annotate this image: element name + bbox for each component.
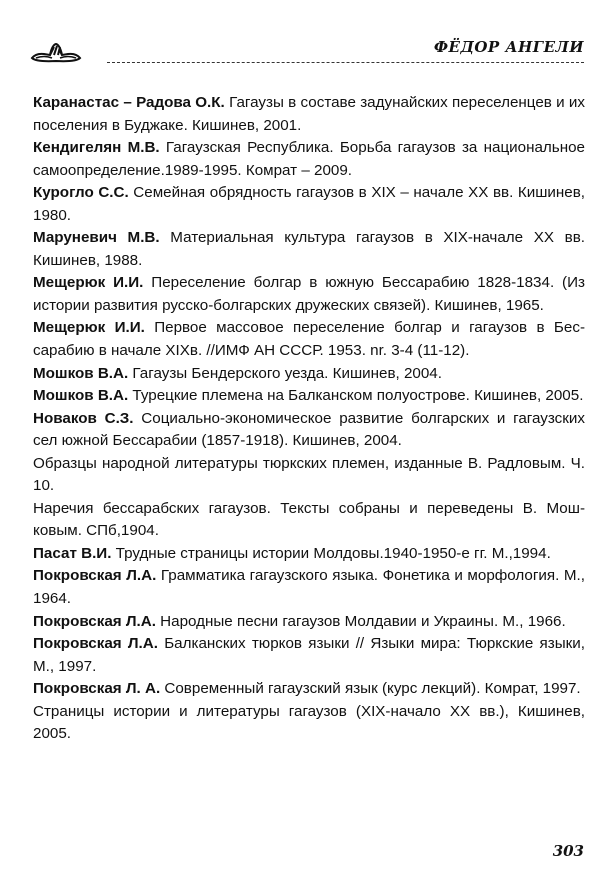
entry-text: Образцы народной литературы тюркских племен, изданные В. Радловым. Ч. 10.	[33, 454, 585, 495]
header-rule	[107, 62, 584, 63]
entry-author: Пасат В.И.	[33, 544, 112, 562]
entry-text: Гагаузы в составе задунайских переселенцев и их поселения в Буджаке. Кишинев, 2001.	[33, 94, 586, 134]
bibliography-entry	[33, 678, 585, 701]
entry-text: Балканских тюрков языки // Языки мира: Тюркские языки, М., 1997.	[33, 635, 585, 675]
entry-text: Гагаузская Республика. Борьба гагаузов за национальное самоопределение.1989-1995. Комрат – 2009.	[33, 139, 585, 179]
bibliography-entry	[33, 227, 585, 272]
bibliography-entry	[33, 408, 585, 453]
bibliography-entry	[33, 565, 585, 610]
bibliography-list	[33, 92, 585, 746]
entry-author: Мошков В.А.	[33, 387, 129, 405]
entry-text: Социально-экономическое развитие болгарских и гагаузских сел южной Бессарабии (1857-1918). Кишинев, 2004.	[33, 409, 585, 450]
entry-text: Народные песни гагаузов Молдавии и Украины. М., 1966.	[155, 612, 566, 630]
entry-author: Мошков В.А.	[33, 364, 129, 382]
bibliography-entry	[33, 633, 585, 678]
entry-author: Покровская Л. А.	[33, 680, 161, 698]
entry-author: Новаков С.З.	[33, 409, 134, 427]
entry-author: Покровская Л.А.	[33, 635, 158, 653]
bibliography-entry	[33, 317, 585, 362]
entry-author: Мещерюк И.И.	[33, 274, 144, 292]
entry-author: Маруневич М.В.	[33, 229, 160, 247]
entry-text: Гагаузы Бендерского уезда. Кишинев, 2004.	[128, 364, 442, 382]
entry-author: Покровская Л.А.	[33, 612, 156, 630]
entry-author: Курогло С.С.	[33, 184, 129, 202]
entry-text: Наречия бессарабских гагаузов. Тексты собраны и переведены В. Мошковым. СПб,1904.	[33, 499, 585, 540]
bibliography-entry	[33, 611, 585, 634]
page-number: 303	[552, 842, 584, 860]
entry-text: Первое массовое переселение болгар и гагаузов в Бессарабию в начале XIXв. //ИМФ АН СССР. 1953. nr. 3-4 (11-12).	[33, 319, 585, 360]
bibliography-entry	[33, 498, 585, 543]
entry-author: Кендигелян М.В.	[33, 139, 160, 157]
bibliography-entry	[33, 92, 585, 137]
decorative-ornament-icon	[30, 41, 82, 63]
running-title: ФЁДОР АНГЕЛИ	[433, 38, 584, 56]
entry-text: Современный гагаузский язык (курс лекций). Комрат, 1997.	[160, 680, 581, 698]
bibliography-entry	[33, 453, 585, 498]
bibliography-entry	[33, 182, 585, 227]
entry-text: Страницы истории и литературы гагаузов (XIX-начало XX вв.), Кишинев, 2005.	[33, 702, 585, 743]
entry-text: Трудные страницы истории Молдовы.1940-1950-е гг. М.,1994.	[111, 544, 551, 562]
bibliography-entry	[33, 272, 585, 317]
entry-text: Семейная обрядность гагаузов в XIX – начале XX вв. Кишинев, 1980.	[33, 184, 586, 224]
entry-author: Каранастас – Радова О.К.	[33, 94, 225, 111]
entry-text: Переселение болгар в южную Бессарабию 1828-1834. (Из истории развития русско-болгарских дружеских связей). Кишинев, 1965.	[33, 274, 585, 314]
entry-author: Мещерюк И.И.	[33, 319, 145, 337]
bibliography-entry	[33, 543, 585, 566]
entry-text: Материальная культура гагаузов в XIX-начале XX вв. Кишинев, 1988.	[33, 229, 585, 269]
entry-text: Грамматика гагаузского языка. Фонетика и морфология. М., 1964.	[33, 567, 585, 608]
entry-text: Турецкие племена на Балканском полуострове. Кишинев, 2005.	[128, 387, 584, 405]
bibliography-entry	[33, 701, 585, 746]
entry-author: Покровская Л.А.	[33, 567, 157, 585]
bibliography-entry	[33, 385, 585, 408]
bibliography-entry	[33, 137, 585, 182]
page-header	[0, 0, 600, 80]
bibliography-entry	[33, 363, 585, 386]
